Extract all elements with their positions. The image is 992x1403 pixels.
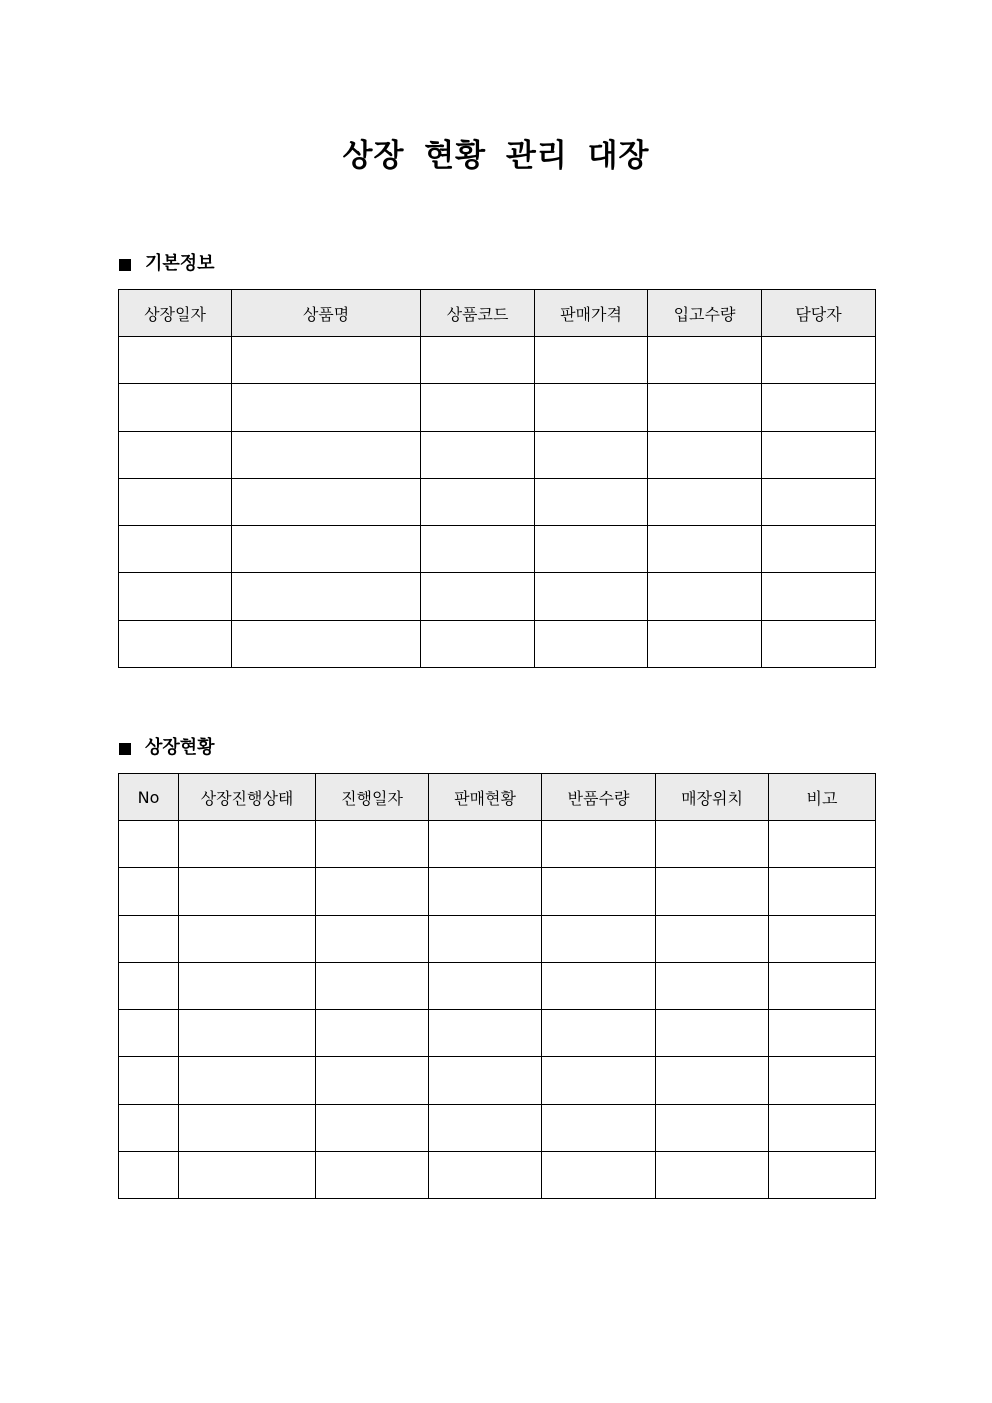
- column-header-store-location: 매장위치: [656, 774, 769, 821]
- table-cell[interactable]: [648, 337, 762, 384]
- column-header-remarks: 비고: [769, 774, 876, 821]
- table-row: [119, 573, 876, 620]
- column-header-manager: 담당자: [762, 290, 876, 337]
- document-title: 상장 현황 관리 대장: [342, 138, 650, 174]
- square-bullet-icon: [119, 259, 131, 271]
- table-cell[interactable]: [232, 620, 421, 667]
- table-cell[interactable]: [119, 384, 232, 431]
- table-row: [119, 337, 876, 384]
- table-cell[interactable]: [769, 868, 876, 915]
- table-cell[interactable]: [762, 573, 876, 620]
- table-row: [119, 384, 876, 431]
- section-heading-label: 기본정보: [145, 253, 215, 274]
- column-header-sales-status: 판매현황: [429, 774, 542, 821]
- table-cell[interactable]: [535, 384, 648, 431]
- table-row: [119, 962, 876, 1009]
- table-cell[interactable]: [648, 478, 762, 525]
- table-cell[interactable]: [119, 821, 179, 868]
- table-cell[interactable]: [316, 1152, 429, 1199]
- table-cell[interactable]: [421, 620, 535, 667]
- table-cell[interactable]: [316, 821, 429, 868]
- table-row: [119, 620, 876, 667]
- table-row: [119, 868, 876, 915]
- table-header-row: [119, 774, 876, 821]
- table-cell[interactable]: [535, 526, 648, 573]
- table-cell[interactable]: [769, 821, 876, 868]
- table-cell[interactable]: [542, 1057, 656, 1104]
- table-cell[interactable]: [429, 915, 542, 962]
- table-row: [119, 526, 876, 573]
- table-cell[interactable]: [656, 821, 769, 868]
- table-cell[interactable]: [535, 620, 648, 667]
- table-cell[interactable]: [762, 337, 876, 384]
- table-cell[interactable]: [542, 1010, 656, 1057]
- table-cell[interactable]: [119, 1057, 179, 1104]
- column-header-product-name: 상품명: [232, 290, 421, 337]
- table-cell[interactable]: [648, 526, 762, 573]
- section-heading-basic-info: [119, 251, 215, 277]
- table-cell[interactable]: [762, 384, 876, 431]
- table-row: [119, 431, 876, 478]
- table-cell[interactable]: [762, 431, 876, 478]
- table-cell[interactable]: [232, 337, 421, 384]
- table-header-row: [119, 290, 876, 337]
- table-cell[interactable]: [421, 526, 535, 573]
- table-cell[interactable]: [316, 1057, 429, 1104]
- table-cell[interactable]: [179, 1057, 316, 1104]
- table-row: [119, 1057, 876, 1104]
- table-cell[interactable]: [421, 573, 535, 620]
- table-cell[interactable]: [421, 478, 535, 525]
- table-cell[interactable]: [179, 821, 316, 868]
- table-cell[interactable]: [421, 431, 535, 478]
- table-cell[interactable]: [429, 1057, 542, 1104]
- section-heading-listing-status: [119, 735, 215, 761]
- table-cell[interactable]: [119, 1104, 179, 1151]
- table-cell[interactable]: [542, 1104, 656, 1151]
- table-cell[interactable]: [762, 526, 876, 573]
- table-cell[interactable]: [656, 868, 769, 915]
- table-cell[interactable]: [656, 1152, 769, 1199]
- column-header-stock-quantity: 입고수량: [648, 290, 762, 337]
- column-header-no: No: [119, 774, 179, 821]
- column-header-return-quantity: 반품수량: [542, 774, 656, 821]
- table-cell[interactable]: [119, 915, 179, 962]
- table-cell[interactable]: [119, 1152, 179, 1199]
- table-cell[interactable]: [769, 962, 876, 1009]
- table-row: [119, 821, 876, 868]
- table-cell[interactable]: [119, 573, 232, 620]
- table-cell[interactable]: [762, 478, 876, 525]
- table-cell[interactable]: [119, 962, 179, 1009]
- table-cell[interactable]: [119, 337, 232, 384]
- table-cell[interactable]: [542, 915, 656, 962]
- square-bullet-icon: [119, 743, 131, 755]
- table-cell[interactable]: [179, 1010, 316, 1057]
- listing-status-table: [118, 773, 876, 1199]
- table-cell[interactable]: [316, 962, 429, 1009]
- table-cell[interactable]: [232, 526, 421, 573]
- table-cell[interactable]: [542, 1152, 656, 1199]
- table-cell[interactable]: [179, 915, 316, 962]
- table-row: [119, 915, 876, 962]
- basic-info-table-body: [119, 337, 876, 668]
- table-cell[interactable]: [119, 1010, 179, 1057]
- table-cell[interactable]: [429, 821, 542, 868]
- table-cell[interactable]: [535, 337, 648, 384]
- table-cell[interactable]: [316, 1010, 429, 1057]
- table-cell[interactable]: [119, 620, 232, 667]
- table-cell[interactable]: [232, 384, 421, 431]
- table-row: [119, 1104, 876, 1151]
- table-cell[interactable]: [179, 1152, 316, 1199]
- table-cell[interactable]: [316, 915, 429, 962]
- listing-status-table-body: [119, 821, 876, 1199]
- table-cell[interactable]: [429, 1010, 542, 1057]
- table-cell[interactable]: [648, 384, 762, 431]
- table-cell[interactable]: [179, 868, 316, 915]
- table-cell[interactable]: [232, 478, 421, 525]
- table-cell[interactable]: [542, 821, 656, 868]
- table-cell[interactable]: [429, 962, 542, 1009]
- table-cell[interactable]: [648, 431, 762, 478]
- table-cell[interactable]: [232, 431, 421, 478]
- table-cell[interactable]: [656, 962, 769, 1009]
- table-cell[interactable]: [429, 868, 542, 915]
- table-cell[interactable]: [119, 431, 232, 478]
- column-header-progress-date: 진행일자: [316, 774, 429, 821]
- table-cell[interactable]: [119, 868, 179, 915]
- table-cell[interactable]: [648, 620, 762, 667]
- table-row: [119, 1010, 876, 1057]
- basic-info-table: [118, 289, 876, 668]
- table-row: [119, 1152, 876, 1199]
- table-cell[interactable]: [535, 573, 648, 620]
- table-cell[interactable]: [119, 526, 232, 573]
- table-cell[interactable]: [179, 1104, 316, 1151]
- table-cell[interactable]: [542, 962, 656, 1009]
- table-cell[interactable]: [656, 1010, 769, 1057]
- table-cell[interactable]: [535, 478, 648, 525]
- table-cell[interactable]: [232, 573, 421, 620]
- table-cell[interactable]: [429, 1152, 542, 1199]
- column-header-product-code: 상품코드: [421, 290, 535, 337]
- table-cell[interactable]: [421, 337, 535, 384]
- section-heading-label: 상장현황: [145, 737, 215, 758]
- column-header-listing-date: 상장일자: [119, 290, 232, 337]
- table-cell[interactable]: [769, 1152, 876, 1199]
- table-cell[interactable]: [535, 431, 648, 478]
- table-cell[interactable]: [769, 915, 876, 962]
- table-cell[interactable]: [769, 1057, 876, 1104]
- table-cell[interactable]: [429, 1104, 542, 1151]
- table-cell[interactable]: [656, 1057, 769, 1104]
- table-cell[interactable]: [656, 1104, 769, 1151]
- table-cell[interactable]: [316, 1104, 429, 1151]
- table-cell[interactable]: [179, 962, 316, 1009]
- table-cell[interactable]: [542, 868, 656, 915]
- table-cell[interactable]: [316, 868, 429, 915]
- table-cell[interactable]: [119, 478, 232, 525]
- column-header-sale-price: 판매가격: [535, 290, 648, 337]
- table-cell[interactable]: [421, 384, 535, 431]
- table-cell[interactable]: [648, 573, 762, 620]
- table-cell[interactable]: [769, 1104, 876, 1151]
- table-cell[interactable]: [762, 620, 876, 667]
- column-header-listing-progress: 상장진행상태: [179, 774, 316, 821]
- table-cell[interactable]: [769, 1010, 876, 1057]
- table-row: [119, 478, 876, 525]
- table-cell[interactable]: [656, 915, 769, 962]
